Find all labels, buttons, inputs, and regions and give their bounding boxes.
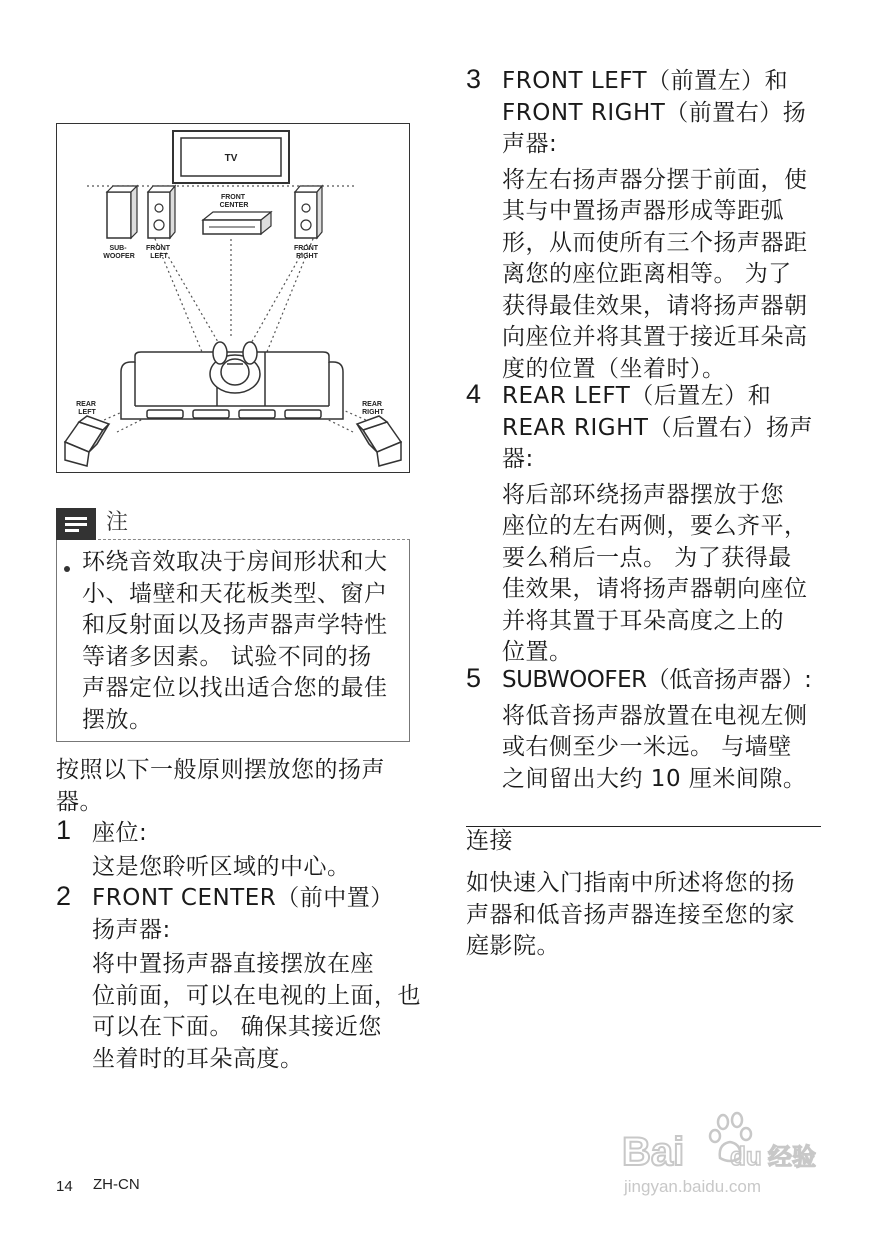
note-bullet bbox=[64, 566, 70, 572]
item-body-line: 坐着时的耳朵高度。 bbox=[92, 1045, 304, 1072]
section-title: 连接 bbox=[466, 828, 513, 854]
front-left-label-1: FRONT bbox=[145, 245, 171, 252]
subwoofer-label-2: WOOFER bbox=[103, 253, 135, 260]
note-line: 摆放。 bbox=[82, 706, 153, 733]
item-heading: FRONT RIGHT（前置右）扬 bbox=[502, 99, 807, 126]
note-line: 和反射面以及扬声器声学特性 bbox=[82, 612, 388, 638]
item-heading: REAR RIGHT（后置右）扬声 bbox=[502, 414, 813, 441]
item-body-line: 或右侧至少一米远。 与墙壁 bbox=[502, 734, 792, 760]
rear-right-label-2: RIGHT bbox=[362, 409, 384, 416]
item-heading: SUBWOOFER（低音扬声器）: bbox=[502, 667, 812, 693]
note-text bbox=[82, 547, 412, 736]
baidu-logo-icon bbox=[620, 1110, 820, 1210]
item-body-line: 离您的座位距离相等。 为了 bbox=[502, 261, 792, 287]
svg-text:REAR LEFT bbox=[76, 401, 98, 416]
section-body-line: 庭影院。 bbox=[466, 933, 560, 959]
section-body-line: 声器和低音扬声器连接至您的家 bbox=[466, 901, 795, 928]
front-center-label-1: FRONT bbox=[220, 194, 246, 201]
item-body-line: 座位的左右两侧，要么齐平， bbox=[502, 513, 808, 539]
tv-illustration bbox=[173, 131, 289, 183]
svg-text:Bai: Bai bbox=[622, 1130, 685, 1174]
front-center-speaker-illustration bbox=[203, 212, 271, 234]
intro-line: 按照以下一般原则摆放您的扬声 bbox=[56, 757, 385, 783]
item-body-line: 佳效果，请将扬声器朝向座位 bbox=[502, 576, 808, 602]
item-subwoofer bbox=[502, 665, 811, 795]
item-heading: REAR LEFT（后置左）和 bbox=[502, 383, 772, 409]
item-body-line: 位置。 bbox=[502, 639, 573, 665]
front-left-speaker-illustration bbox=[148, 186, 175, 238]
item-body-line: 将低音扬声器放置在电视左侧 bbox=[502, 702, 808, 729]
item-body-line: 之间留出大约 10 厘米间隙。 bbox=[502, 765, 807, 792]
rear-left-speaker-illustration bbox=[65, 416, 109, 466]
language-code: ZH-CN bbox=[93, 1176, 140, 1193]
svg-text:du: du bbox=[730, 1141, 762, 1171]
item-number: 1 bbox=[56, 815, 72, 845]
svg-text:FRONT CENTER bbox=[220, 194, 249, 209]
item-body-line: 度的位置（坐着时）。 bbox=[502, 355, 726, 382]
item-body-line: 要么稍后一点。 为了获得最 bbox=[502, 544, 792, 571]
item-seating bbox=[92, 818, 351, 883]
front-right-label-1: FRONT bbox=[293, 245, 319, 252]
note-line: 声器定位以找出适合您的最佳 bbox=[82, 675, 388, 701]
svg-text:FRONT LEFT bbox=[146, 245, 172, 260]
svg-text:REAR RIGHT bbox=[362, 401, 385, 416]
note-line: 等诸多因素。 试验不同的扬 bbox=[82, 643, 372, 670]
item-front-left-right bbox=[502, 66, 808, 385]
tv-label: TV bbox=[224, 153, 238, 164]
listener-illustration bbox=[210, 342, 260, 393]
item-body-line: 其与中置扬声器形成等距弧 bbox=[502, 198, 784, 224]
note-header bbox=[56, 508, 410, 540]
item-body-line: 将中置扬声器直接摆放在座 bbox=[92, 951, 374, 977]
note-line: 环绕音效取决于房间形状和大 bbox=[82, 549, 388, 575]
intro-line: 器。 bbox=[56, 788, 103, 815]
item-number: 4 bbox=[466, 379, 482, 409]
item-heading: FRONT CENTER（前中置） bbox=[92, 885, 394, 911]
front-right-label-2: RIGHT bbox=[296, 253, 318, 260]
item-heading: 声器: bbox=[502, 131, 558, 157]
page-number: 14 bbox=[56, 1178, 73, 1195]
note-title: 注 bbox=[106, 510, 129, 535]
speaker-placement-diagram bbox=[56, 123, 410, 473]
item-front-center bbox=[92, 883, 421, 1075]
item-number: 2 bbox=[56, 881, 72, 911]
rear-left-label-1: REAR bbox=[76, 401, 96, 408]
svg-text:经验: 经验 bbox=[768, 1143, 816, 1171]
item-number: 5 bbox=[466, 663, 482, 693]
section-body bbox=[466, 868, 795, 963]
rear-right-label-1: REAR bbox=[362, 401, 382, 408]
item-rear-left-right bbox=[502, 381, 813, 669]
item-heading: 器: bbox=[502, 446, 534, 472]
item-body-line: 将后部环绕扬声器摆放于您 bbox=[502, 481, 784, 508]
item-body-line: 可以在下面。 确保其接近您 bbox=[92, 1014, 382, 1040]
item-body-line: 将左右扬声器分摆于前面，使 bbox=[502, 166, 808, 193]
item-body-line: 获得最佳效果，请将扬声器朝 bbox=[502, 292, 808, 319]
subwoofer-label-1: SUB- bbox=[109, 245, 127, 252]
item-heading: 扬声器: bbox=[92, 916, 171, 943]
intro-paragraph bbox=[56, 755, 385, 818]
diagram-graphic bbox=[57, 124, 409, 472]
item-heading: 座位: bbox=[92, 820, 148, 846]
subwoofer-illustration bbox=[107, 186, 137, 238]
item-heading: FRONT LEFT（前置左）和 bbox=[502, 68, 789, 94]
item-number: 3 bbox=[466, 64, 482, 94]
svg-text:FRONT RIGHT bbox=[294, 245, 320, 260]
item-body-line: 向座位并将其置于接近耳朵高 bbox=[502, 324, 808, 350]
note-icon bbox=[56, 508, 96, 540]
baidu-watermark bbox=[620, 1110, 820, 1210]
item-body-line: 这是您聆听区域的中心。 bbox=[92, 853, 351, 880]
section-body-line: 如快速入门指南中所述将您的扬 bbox=[466, 870, 795, 896]
item-body-line: 形，从而使所有三个扬声器距 bbox=[502, 229, 808, 256]
section-divider bbox=[466, 826, 821, 827]
item-body-line: 并将其置于耳朵高度之上的 bbox=[502, 607, 784, 634]
watermark-url: jingyan.baidu.com bbox=[624, 1177, 762, 1196]
front-right-speaker-illustration bbox=[295, 186, 322, 238]
front-left-label-2: LEFT bbox=[150, 253, 168, 260]
svg-text:SUB- WOOFER bbox=[103, 245, 135, 260]
front-center-label-2: CENTER bbox=[219, 202, 249, 209]
rear-right-speaker-illustration bbox=[357, 416, 401, 466]
item-body-line: 位前面，可以在电视的上面，也 bbox=[92, 982, 421, 1009]
rear-left-label-2: LEFT bbox=[78, 409, 96, 416]
note-line: 小、墙壁和天花板类型、窗户 bbox=[82, 580, 388, 607]
